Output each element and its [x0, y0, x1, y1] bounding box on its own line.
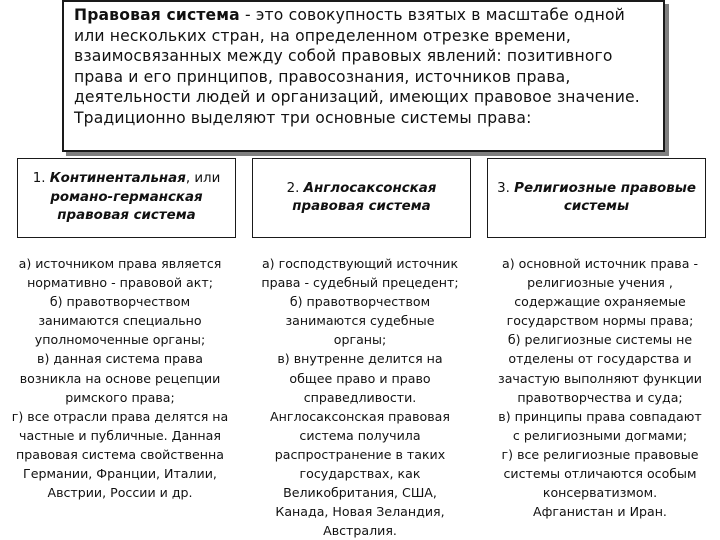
text-line: частные и публичные. Данная	[19, 427, 221, 443]
text-line: с религиозными догмами;	[512, 427, 688, 443]
text-line: религиозные учения ,	[527, 275, 673, 291]
text-line: г) все религиозные правовые	[501, 446, 699, 462]
text-line: б) правотворчеством	[49, 294, 191, 310]
text-line: отделены от государства и	[508, 351, 692, 367]
header-name-secondary: романо-германская правовая система	[50, 189, 203, 224]
definition-box	[62, 0, 665, 152]
text-line: нормативно - правовой акт;	[27, 275, 213, 291]
text-line: Германии, Франции, Италии,	[23, 466, 217, 482]
text-line: органы;	[333, 332, 387, 348]
header-number: 2.	[286, 180, 304, 196]
text-line: справедливости.	[303, 389, 417, 405]
text-line: консерватизмом.	[542, 485, 658, 501]
text-line: Афганистан и Иран.	[533, 504, 667, 520]
text-line: в) данная система права	[37, 351, 203, 367]
definition-text: - это совокупность взятых в масштабе одной или нескольких стран, на определенном отрезке времени, взаимосвязанных между собой правовых явлений: позитивного права и его принципов, правосознания, источников права, деятельности людей и организаций, имеющих правовое значение. Традиционно выделяют три основные системы права:	[74, 6, 640, 127]
text-line: системы отличаются особым	[503, 466, 697, 482]
text-line: общее право и право	[289, 370, 431, 386]
column-anglo-saxon	[245, 254, 475, 540]
text-line: в) принципы права совпадают	[498, 408, 702, 424]
text-line: Канада, Новая Зеландия,	[275, 504, 445, 520]
text-line: а) господствующий источник	[261, 256, 459, 271]
text-line: зачастую выполняют функции	[498, 370, 702, 386]
header-connector: , или	[185, 171, 221, 187]
text-line: Австрии, России и др.	[47, 485, 193, 501]
definition-term: Правовая система	[74, 6, 240, 24]
header-number: 1.	[32, 171, 50, 187]
header-number: 3.	[497, 180, 515, 196]
text-line: права - судебный прецедент;	[261, 275, 459, 291]
header-continental	[17, 158, 236, 238]
text-line: возникла на основе рецепции	[19, 370, 221, 386]
text-line: г) все отрасли права делятся на	[11, 408, 229, 424]
header-anglo-saxon	[252, 158, 471, 238]
text-line: система получила	[299, 427, 421, 443]
text-line: римского права;	[65, 389, 175, 405]
text-line: занимаются судебные	[285, 313, 435, 329]
text-line: правовая система свойственна	[16, 446, 224, 462]
header-religious	[487, 158, 706, 238]
text-line: а) источником права является	[18, 256, 222, 271]
text-line: б) религиозные системы не	[507, 332, 693, 348]
text-line: Великобритания, США,	[283, 485, 437, 501]
header-name: Континентальная	[49, 171, 186, 187]
text-line: уполномоченные органы;	[34, 332, 206, 348]
text-line: б) правотворчеством	[289, 294, 431, 310]
text-line: распространение в таких	[274, 446, 446, 462]
text-line: Англосаксонская правовая	[270, 408, 450, 424]
text-line: государствах, как	[299, 466, 421, 482]
text-line: государством нормы права;	[506, 313, 694, 329]
header-name: Религиозные правовые системы	[514, 180, 696, 214]
text-line: содержащие охраняемые	[514, 294, 686, 310]
text-line: в) внутренне делится на	[277, 351, 443, 367]
header-name: Англосаксонская правовая система	[292, 180, 437, 214]
column-religious	[485, 254, 715, 521]
column-continental	[5, 254, 235, 502]
text-line: Австралия.	[323, 523, 397, 539]
text-line: а) основной источник права -	[501, 256, 698, 271]
text-line: занимаются специально	[38, 313, 202, 329]
text-line: правотворчества и суда;	[517, 389, 683, 405]
